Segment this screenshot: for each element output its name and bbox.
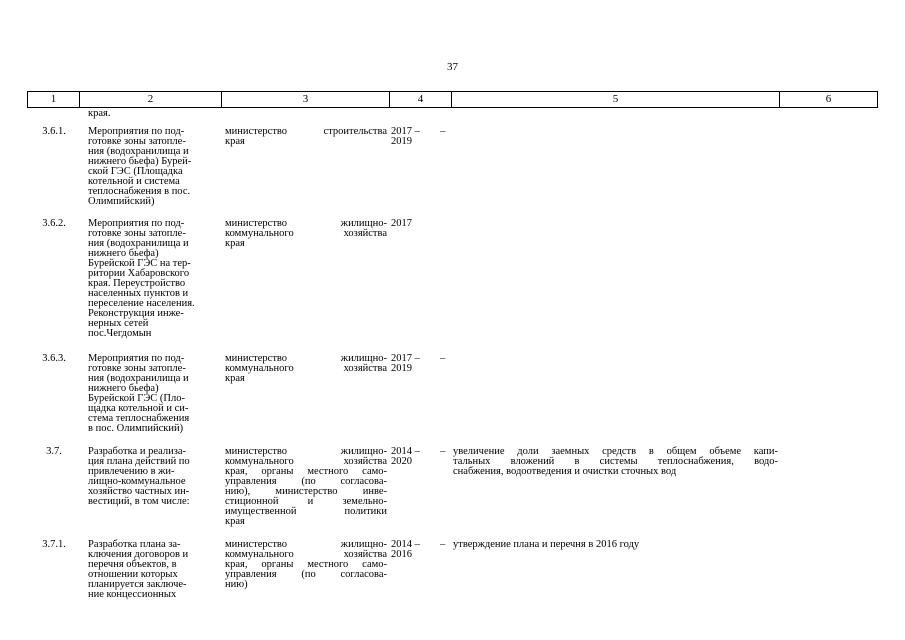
row-years: 2017 – 2019 [391,353,420,374]
executor-line: края [225,136,245,147]
row-result [440,447,778,477]
executor-line: нию), министерство инве- [225,486,387,497]
page-number: 37 [447,61,458,73]
executor-line: края [225,516,245,527]
executor-line: края [225,238,245,249]
executor-line: министерство жилищно- [225,446,387,457]
row-measure: Мероприятия по под- готовке зоны затопле- ния (водохранилища и нижнего бьефа) Бурейской ГЭС на тер- ритории Хабаровского края. Переустройство населенных пунктов и переселение населения. Реконструкция инже- нерных сетей пос.Чегдомын [88,218,195,339]
result-dash: – [440,539,446,550]
row-number: 3.7.1. [42,539,66,550]
row-years: 2014 – 2020 [391,446,420,467]
executor-line: министерство жилищно- [225,218,387,229]
header-col-1: 1 [28,92,80,108]
executor-line: коммунального хозяйства [225,549,387,560]
result-text [453,540,778,550]
row-result [440,540,778,550]
row-executor [225,540,387,590]
table-header [27,91,878,108]
executor-line: коммунального хозяйства [225,363,387,374]
header-col-5: 5 [452,92,780,108]
row-number: 3.6.1. [42,126,66,137]
executor-line: министерство строительства [225,126,387,137]
result-line: увеличение доли заемных средств в общем объеме капи- [453,446,778,457]
executor-line: края [225,373,245,384]
executor-line: коммунального хозяйства [225,456,387,467]
row-measure: Разработка плана за- ключения договоров и перечня объектов, в отношении которых планируется заключе- ние концессионных [88,539,189,600]
executor-line: имущественной политики [225,506,387,517]
executor-line: министерство жилищно- [225,353,387,364]
result-dash: – [440,353,446,364]
executor-line: края, органы местного само- [225,466,387,477]
executor-line: коммунального хозяйства [225,228,387,239]
row-years: 2014 – 2016 [391,539,420,560]
row-measure: Мероприятия по под- готовке зоны затопле- ния (водохранилища и нижнего бьефа) Бурейской ГЭС (Пло- щадка котельной и си- стема теплоснабжения в пос. Олимпийский) [88,353,190,434]
executor-line: нию) [225,579,248,590]
result-text [453,447,778,477]
result-line: снабжения, водоотведения и очистки сточных вод [453,466,677,477]
result-line: тальных вложений в системы теплоснабжения, водо- [453,456,778,467]
row-number: 3.6.2. [42,218,66,229]
carryover-text: края. [88,108,111,119]
header-col-3: 3 [222,92,390,108]
executor-line: министерство жилищно- [225,539,387,550]
row-executor [225,127,387,147]
executor-line: стиционной и земельно- [225,496,387,507]
result-dash: – [440,126,446,137]
row-executor [225,219,387,249]
row-measure: Разработка и реализа- ция плана действий по привлечению в жи- лищно-коммунальное хозяйство частных ин- вестиций, в том числе: [88,446,190,507]
header-col-4: 4 [390,92,452,108]
executor-line: управления (по согласова- [225,476,387,487]
row-measure: Мероприятия по под- готовке зоны затопле- ния (водохранилища и нижнего бьефа) Бурей- ской ГЭС (Площадка котельной и система теплоснабжения в пос. Олимпийский) [88,126,192,207]
executor-line: края, органы местного само- [225,559,387,570]
row-executor [225,354,387,384]
row-years: 2017 [391,218,412,229]
row-number: 3.6.3. [42,353,66,364]
header-col-6: 6 [780,92,878,108]
row-executor [225,447,387,527]
executor-line: управления (по согласова- [225,569,387,580]
row-number: 3.7. [46,446,62,457]
header-col-2: 2 [80,92,222,108]
row-years: 2017 – 2019 [391,126,420,147]
result-dash: – [440,446,446,457]
result-line: утверждение плана и перечня в 2016 году [453,539,640,550]
